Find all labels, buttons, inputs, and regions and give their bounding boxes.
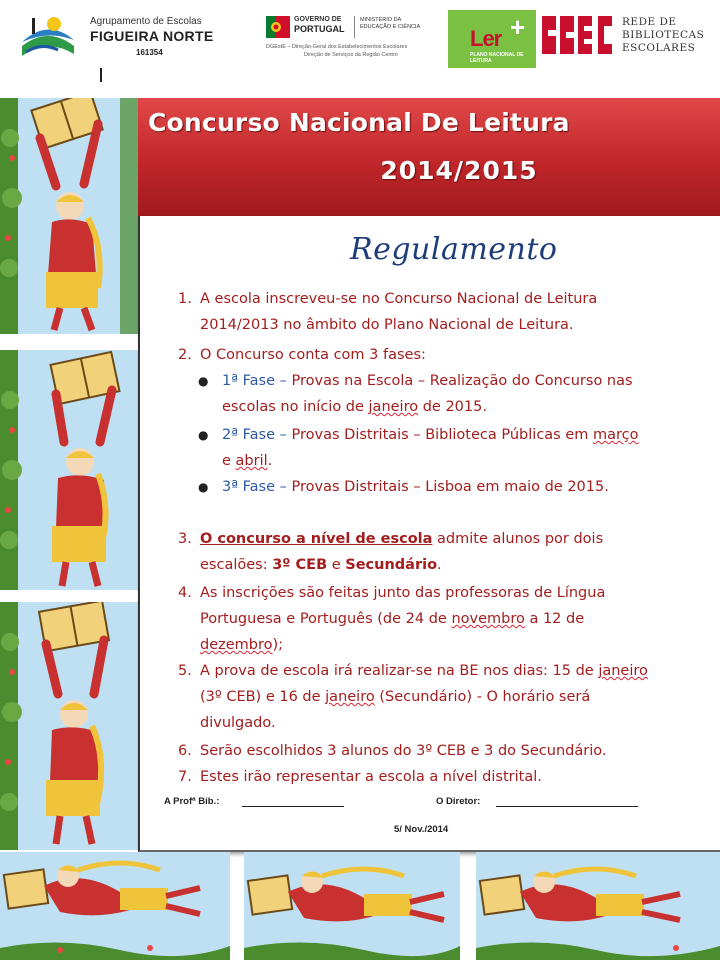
reading-girl-illustration-1 bbox=[0, 98, 138, 334]
rule-text: ); bbox=[272, 637, 284, 653]
agrupamento-code: 161354 bbox=[136, 48, 163, 57]
rule-month: janeiro bbox=[598, 663, 648, 679]
rule-text: escalões: bbox=[200, 557, 273, 573]
reading-girl-icon bbox=[0, 350, 138, 590]
rule-month: janeiro bbox=[325, 689, 375, 705]
rule-text: e bbox=[327, 557, 346, 573]
phase-text: escolas no início de bbox=[222, 399, 369, 415]
ler-subtitle: PLANO NACIONAL DE LEITURA bbox=[470, 52, 524, 64]
phase-month: abril bbox=[235, 453, 268, 469]
rule-number: 2. bbox=[178, 347, 192, 363]
phase-label: 3ª Fase – bbox=[222, 479, 287, 495]
regulation-heading: Regulamento bbox=[350, 232, 558, 267]
header-logos bbox=[0, 0, 720, 92]
rule-emphasis: O concurso a nível de escola bbox=[200, 531, 433, 547]
phase-month: março bbox=[593, 427, 639, 443]
rule-month: novembro bbox=[451, 611, 525, 627]
rule-text: O Concurso conta com 3 fases: bbox=[200, 347, 426, 363]
text-cursor bbox=[100, 68, 102, 82]
flying-girl-icon bbox=[0, 852, 230, 960]
rule-number: 6. bbox=[178, 743, 192, 759]
rule-text: (3º CEB) e 16 de bbox=[200, 689, 326, 705]
reading-girl-illustration-3 bbox=[0, 602, 138, 850]
rule-number: 3. bbox=[178, 531, 192, 547]
agrupamento-logo bbox=[18, 12, 228, 64]
reading-girl-illustration-2 bbox=[0, 350, 138, 590]
reading-girl-icon bbox=[0, 602, 138, 850]
bullet-icon: ● bbox=[198, 428, 209, 442]
flying-girl-icon bbox=[244, 852, 460, 960]
gov-line1: GOVERNO DE bbox=[294, 16, 342, 23]
rule-emphasis: 3º CEB bbox=[272, 557, 328, 573]
rule-text: A prova de escola irá realizar-se na BE nos dias: 15 de bbox=[200, 663, 599, 679]
rbe-text bbox=[622, 16, 704, 55]
phase-text: Provas Distritais – Lisboa em maio de 2015. bbox=[286, 479, 609, 495]
phase-text: Provas na Escola – Realização do Concurso nas bbox=[286, 373, 633, 389]
agrupamento-line1: Agrupamento de Escolas bbox=[90, 16, 202, 27]
rede-bibliotecas-logo bbox=[542, 14, 712, 58]
rule-text: Portuguesa e Português (de 24 de bbox=[200, 611, 452, 627]
phase-label: 1ª Fase – bbox=[222, 373, 287, 389]
flying-girl-illustration-1 bbox=[0, 852, 230, 960]
gov-dgeste: DGEstE – Direção-Geral dos Estabelecimentos Escolares bbox=[266, 44, 408, 50]
flying-girl-illustration-2 bbox=[244, 852, 460, 960]
rule-text: A escola inscreveu-se no Concurso Nacional de Leitura bbox=[200, 291, 598, 307]
rule-text: As inscrições são feitas junto das professoras de Língua bbox=[200, 585, 606, 601]
rule-text: . bbox=[437, 557, 442, 573]
rbe-line2: BIBLIOTECAS bbox=[622, 29, 705, 41]
rule-text: (Secundário) - O horário será bbox=[374, 689, 591, 705]
rbe-line3: ESCOLARES bbox=[622, 42, 696, 54]
gov-separator bbox=[354, 16, 355, 38]
rbe-line1: REDE DE bbox=[622, 16, 677, 28]
rule-text: 2014/2013 no âmbito do Plano Nacional de Leitura. bbox=[200, 317, 574, 333]
gov-line2: PORTUGAL bbox=[294, 24, 345, 34]
rule-number: 1. bbox=[178, 291, 192, 307]
rule-text: Estes irão representar a escola a nível distrital. bbox=[200, 769, 542, 785]
gov-ministry: MINISTÉRIO DA EDUCAÇÃO E CIÊNCIA bbox=[360, 17, 421, 30]
rule-text: a 12 de bbox=[524, 611, 585, 627]
phase-text: Provas Distritais – Biblioteca Públicas em bbox=[286, 427, 593, 443]
phase-text: e bbox=[222, 453, 236, 469]
ler-word: Ler bbox=[470, 26, 502, 51]
signature-line-director bbox=[496, 806, 638, 807]
page-title-year: 2014/2015 bbox=[380, 156, 538, 185]
signature-label-prof: A Profª Bib.: bbox=[164, 796, 220, 807]
portugal-flag-icon bbox=[266, 16, 290, 38]
bullet-icon: ● bbox=[198, 480, 209, 494]
phase-label: 2ª Fase – bbox=[222, 427, 287, 443]
left-illustration-column bbox=[0, 98, 138, 850]
regulation-panel bbox=[138, 216, 720, 852]
plus-icon: + bbox=[510, 12, 526, 42]
document-date: 5/ Nov./2014 bbox=[394, 824, 449, 835]
rule-text: Serão escolhidos 3 alunos do 3º CEB e 3 do Secundário. bbox=[200, 743, 607, 759]
rule-text: divulgado. bbox=[200, 715, 276, 731]
rule-text: admite alunos por dois bbox=[432, 531, 604, 547]
page-title: Concurso Nacional De Leitura bbox=[148, 108, 570, 137]
signature-label-director: O Diretor: bbox=[436, 796, 481, 807]
flying-girl-icon bbox=[476, 852, 720, 960]
reading-girl-icon bbox=[0, 98, 138, 334]
rule-number: 5. bbox=[178, 663, 192, 679]
title-banner bbox=[138, 98, 720, 216]
phase-text: . bbox=[267, 453, 273, 469]
agrupamento-name: FIGUEIRA NORTE bbox=[90, 28, 214, 44]
signature-line-prof bbox=[242, 806, 344, 807]
flying-girl-illustration-3 bbox=[476, 852, 720, 960]
rule-number: 4. bbox=[178, 585, 192, 601]
ler-plano-nacional-logo bbox=[448, 10, 536, 68]
bullet-icon: ● bbox=[198, 374, 209, 388]
rbe-marks-icon bbox=[542, 16, 614, 54]
gov-region: Direção de Serviços da Região Centro bbox=[304, 52, 398, 58]
rule-number: 7. bbox=[178, 769, 192, 785]
bottom-illustration-strip bbox=[0, 852, 720, 960]
agrupamento-emblem-icon bbox=[18, 12, 78, 62]
governo-portugal-logo bbox=[266, 14, 436, 62]
rule-emphasis: Secundário bbox=[345, 557, 438, 573]
phase-month: janeiro bbox=[368, 399, 419, 415]
phase-text: de 2015. bbox=[418, 399, 487, 415]
rule-month: dezembro bbox=[200, 637, 273, 653]
